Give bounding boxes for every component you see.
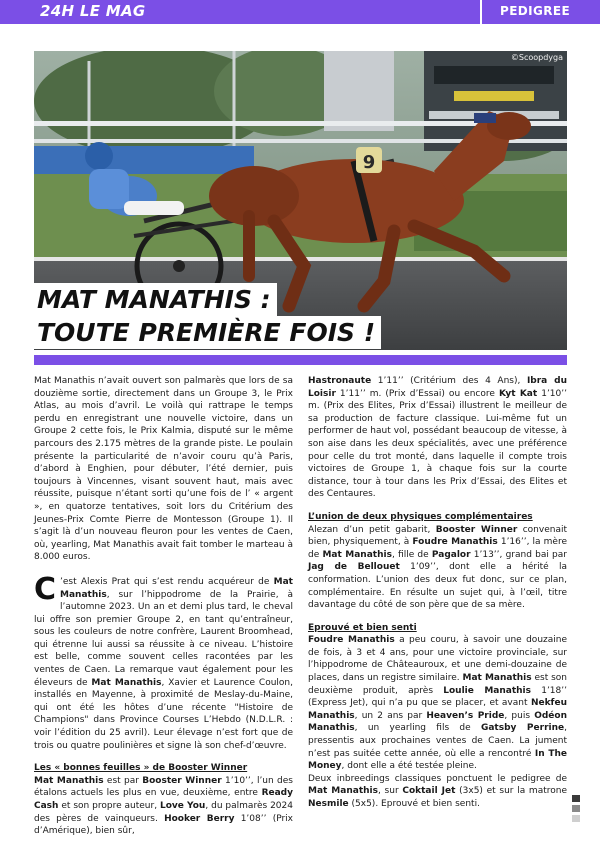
paragraph-dam: Foudre Manathis a peu couru, à savoir une douzaine de fois, à 3 et 4 ans, pour une victoire provinciale, sur l’hippodrome de Châteauroux, et une demi-douzaine de places, dans un registre similaire. Mat Manathis est son deuxième produit, après Loulie Manathis 1’18’’ (Express Jet), qui n’a pu que se placer, et avant Nekfeu Manathis, un 2 ans par Heaven’s Pride, puis Odéon Manathis, un yearling fils de Gatsby Perrine, pressentis aux prochaines ventes de Caen. La jument n’est pas suitée cette année, où elle a rencontré In The Money, dont elle a été testée pleine.	[308, 635, 568, 772]
paragraph-dropcap: C ’est Alexis Prat qui s’est rendu acquéreur de Mat Manathis, sur l’hippodrome de la Prairie, à l’automne 2023. Un an et demi plus tard, le cheval lui offre son premier Groupe 2, en tant qu’entraîneur, sous les couleurs de notre confrère, Laurent Broomhead, qui étrenne lui aussi sa réussite à ce niveau. L’histoire est belle, comme souvent celles racontées par les ventes de Caen. La remarque vaut également pour les éleveurs de Mat Manathis, Xavier et Laurence Coulon, installés en Mayenne, à proximité de Meslay-du-Maine, qui ont été les hôtes d’une récente "Histoire de Champions" dans Province Courses L’Hebdo (N.D.L.R. : voir l’édition du 25 avril). Leur élevage n’est fort que de trois ou quatre poulinières et signe là son chef-d’œuvre.	[34, 571, 293, 751]
article-column-right	[308, 375, 567, 811]
paragraph-intro: Mat Manathis n’avait ouvert son palmarès que lors de sa douzième sortie, directement dans un Groupe 3, le Prix Atlas, au mois d’avril. Le voilà qui rattrape le temps perdu en enregistrant une nouvelle victoire, dans un Groupe 2 cette fois, le Prix Kalmia, disputé sur le même parcours des 2.175 mètres de la grande piste. Le poulain présente la particularité de n’avoir couru qu’à Paris, d’abord à Enghien, pour débuter, l’été dernier, puis toujours à Vincennes, visant souvent haut, mais avec réussite, puisque n’étant sorti qu’une fois de l’ « argent », en quatorze tentatives, soit lors du Critérium des Jeunes-Prix Comte Pierre de Montesson (Groupe 1). Il s’agit là d’un nouveau fleuron pour les ventes de Caen, où, yearling, Mat Manathis avait fait tomber le marteau à 8.000 euros.	[34, 376, 293, 563]
section-label: PEDIGREE	[500, 4, 571, 18]
paragraph-sire: Mat Manathis est par Booster Winner 1’10’’, l’un des étalons actuels les plus en vue, deuxième, entre Ready Cash et son propre auteur, Love You, du palmarès 2024 des pères de vainqueurs. Hooker Berry 1’08’’ (Prix d’Amérique), bien sûr,	[34, 775, 293, 837]
saddle-number: 9	[362, 152, 376, 173]
page-marker-2	[572, 805, 580, 812]
headline-line-2: TOUTE PREMIÈRE FOIS !	[34, 316, 381, 349]
photo-credit: ©Scoopdyga	[510, 53, 563, 62]
subheading-eprouve: Eprouvé et bien senti	[308, 622, 417, 633]
paragraph-sire-continued: Hastronaute 1’11’’ (Critérium des 4 Ans), Ibra du Loisir 1’11’’ m. (Prix d’Essai) ou encore Kyt Kat 1’10’’ m. (Prix des Elites, Prix d’Essai) illustrent le meilleur de sa production de facture classique. Lui-même fut un performer de haut vol, possédant beaucoup de vitesse, à son aise dans les deux spécialités, avec une préférence pour celle du trot monté, dans laquelle il compte trois victoires de Groupe 1, à chaque fois sur la courte distance, tour à tour dans les Prix d’Essai, des Elites et des Centaures.	[308, 376, 567, 500]
drop-cap: C	[34, 571, 57, 607]
paragraph-union: Alezan d’un petit gabarit, Booster Winner convenait bien, physiquement, à Foudre Manathis 1’16’’, la mère de Mat Manathis, fille de Pagalor 1’13’’, grand bai par Jag de Bellouet 1’09’’, dont elle a hérité la conformation. L’union des deux fut donc, sur ce plan, complémentaire. En résulte un sujet qui, à l’œil, titre davantage du côté de son père que de sa mère.	[308, 524, 567, 611]
paragraph-inbreeding: Deux inbreedings classiques ponctuent le pedigree de Mat Manathis, sur Coktail Jet (3x5) et sur la matrone Nesmile (5x5). Eprouvé et bien senti.	[308, 773, 567, 809]
accent-bar	[34, 355, 567, 365]
magazine-name: 24H LE MAG	[40, 2, 146, 20]
top-bar	[0, 0, 600, 24]
subheading-union: L’union de deux physiques complémentaires	[308, 511, 533, 522]
article-column-left	[34, 375, 293, 838]
page-marker-1	[572, 795, 580, 802]
headline-line-1: MAT MANATHIS :	[34, 283, 277, 316]
subheading-booster-winner: Les « bonnes feuilles » de Booster Winner	[34, 763, 248, 774]
header-divider	[480, 0, 482, 24]
page-marker-3	[572, 815, 580, 822]
